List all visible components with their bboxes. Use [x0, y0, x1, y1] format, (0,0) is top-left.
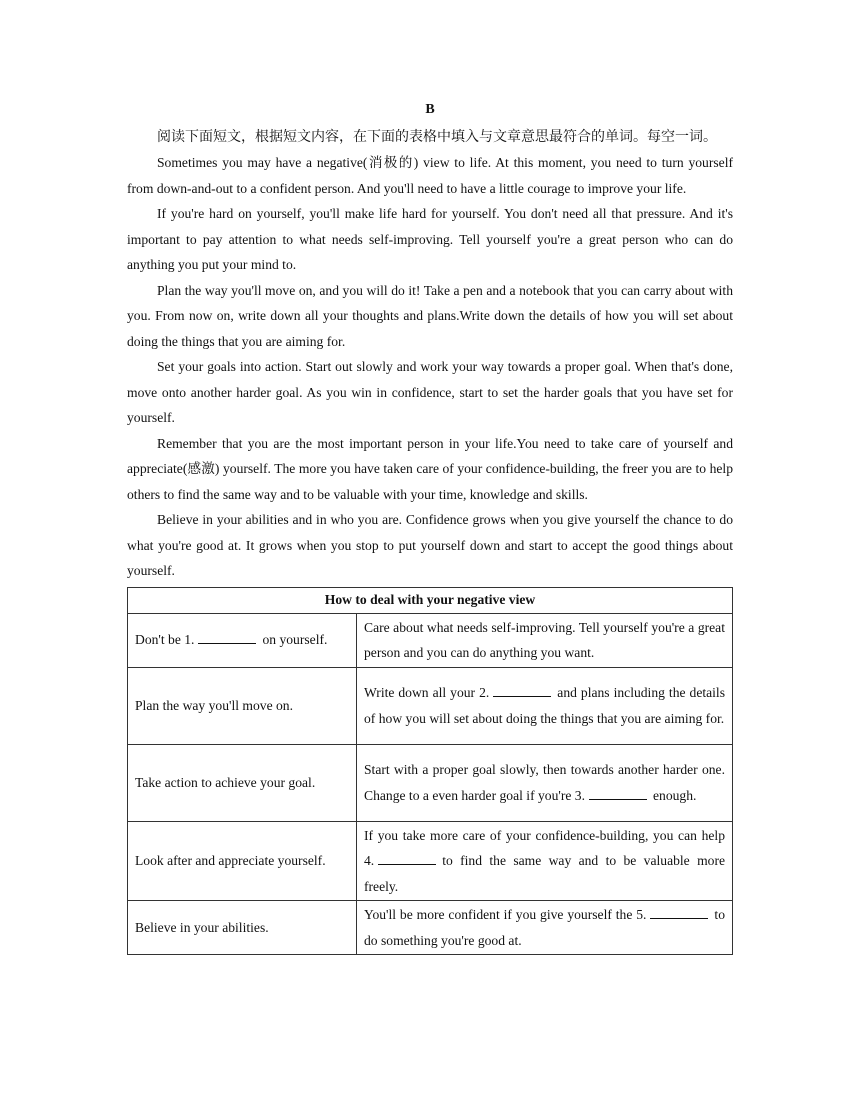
answer-blank-4[interactable] — [378, 852, 436, 865]
table-row — [128, 901, 733, 955]
table-row — [128, 667, 733, 744]
table-row — [128, 613, 733, 667]
cell-text: Start with a proper goal slowly, then towards another harder one. Change to a even harder goal if you're 3. — [364, 762, 725, 803]
table-header-row — [128, 587, 733, 613]
cell-text: You'll be more confident if you give yourself the 5. — [364, 907, 647, 922]
table-cell-right — [357, 821, 733, 901]
document-page — [127, 100, 733, 955]
passage-paragraph-1: Sometimes you may have a negative(消极的) view to life. At this moment, you need to turn yourself from down-and-out to a confident person. And you'll need to have a little courage to improve your life. — [127, 155, 733, 196]
section-heading: B — [425, 102, 435, 117]
cell-text: Take action to achieve your goal. — [135, 774, 316, 790]
passage-paragraph-3: Plan the way you'll move on, and you will do it! Take a pen and a notebook that you can carry about with you. From now on, write down all your thoughts and plans.Write down the details of how you will set about doing the things that you are aiming for. — [127, 282, 733, 349]
answer-blank-1[interactable] — [198, 631, 256, 644]
instruction-text: 阅读下面短文，根据短文内容，在下面的表格中填入与文章意思最符合的单词。每空一词。 — [157, 130, 717, 145]
cell-text: to find the same way and to be valuable more freely. — [364, 853, 725, 894]
passage-paragraph-6: Believe in your abilities and in who you are. Confidence grows when you give yourself the chance to do what you're good at. It grows when you stop to put yourself down and start to accept the good things about yourself. — [127, 512, 733, 578]
table-row — [128, 744, 733, 821]
table-row — [128, 821, 733, 901]
cell-text: Write down all your 2. — [364, 685, 490, 700]
answer-blank-5[interactable] — [650, 906, 708, 919]
summary-table — [127, 587, 733, 956]
cell-text: and plans including the details of how you will set about doing the things that you are aiming for. — [364, 685, 726, 726]
table-cell-right — [357, 744, 733, 821]
table-cell-right — [357, 613, 733, 667]
table-cell-left — [128, 667, 357, 744]
answer-blank-2[interactable] — [493, 684, 551, 697]
cell-text: Care about what needs self-improving. Tell yourself you're a great person and you can do anything you want. — [364, 619, 725, 660]
cell-text: enough. — [653, 787, 697, 803]
passage-paragraph-4: Set your goals into action. Start out slowly and work your way towards a proper goal. When that's done, move onto another harder goal. As you win in confidence, start to set the harder goals that you have set for yourself. — [127, 359, 733, 425]
table-cell-left — [128, 821, 357, 901]
table-header: How to deal with your negative view — [128, 587, 733, 613]
table-cell-left — [128, 744, 357, 821]
cell-text: Believe in your abilities. — [135, 919, 269, 935]
cell-text: Plan the way you'll move on. — [135, 697, 294, 713]
cell-text: Look after and appreciate yourself. — [135, 853, 326, 868]
cell-text: Don't be 1. — [135, 632, 195, 648]
passage-paragraph-5: Remember that you are the most important person in your life.You need to take care of yourself and appreciate(感激) yourself. The more you have taken care of your confidence-building, the freer you are to help others to find the same way and to be valuable with your time, knowledge and skills. — [127, 435, 733, 502]
cell-text: If you take more care of your confidence-building, you can help 4. — [364, 827, 725, 868]
table-cell-right — [357, 901, 733, 955]
cell-text: to do something you're good at. — [364, 907, 725, 948]
table-cell-left — [128, 613, 357, 667]
cell-text: on yourself. — [262, 632, 328, 648]
table-cell-right — [357, 667, 733, 744]
answer-blank-3[interactable] — [589, 787, 647, 800]
table-cell-left — [128, 901, 357, 955]
passage-paragraph-2: If you're hard on yourself, you'll make life hard for yourself. You don't need all that pressure. And it's important to pay attention to what needs self-improving. Tell yourself you're a great person who can do anything you put your mind to. — [127, 206, 733, 272]
